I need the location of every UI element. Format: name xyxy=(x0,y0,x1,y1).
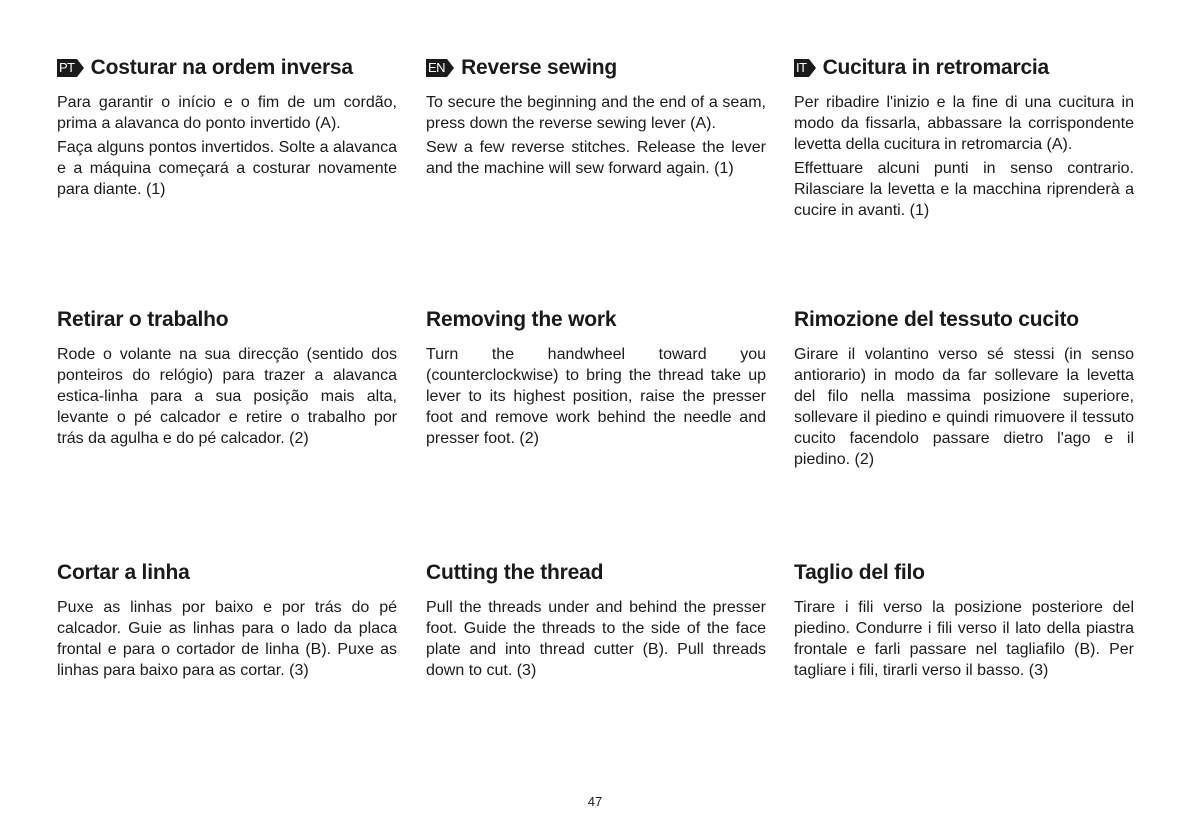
badge-arrow-icon xyxy=(77,59,84,77)
badge-arrow-icon xyxy=(809,59,816,77)
badge-label: PT xyxy=(59,60,75,75)
heading-cutting-thread-it: Taglio del filo xyxy=(794,561,925,584)
heading-removing-work-it: Rimozione del tessuto cucito xyxy=(794,308,1079,331)
language-badge-it xyxy=(794,59,816,77)
paragraph: Per ribadire l'inizio e la fine di una cucitura in modo da fissarla, abbassare la corrispondente levetta della cucitura in retromarcia (A). xyxy=(794,94,1134,153)
heading-removing-work-pt: Retirar o trabalho xyxy=(57,308,229,331)
paragraph: To secure the beginning and the end of a seam, press down the reverse sewing lever (A). xyxy=(426,94,766,132)
paragraph: Turn the handwheel toward you (counterclockwise) to bring the thread take up lever to its highest position, raise the presser foot and remove work behind the needle and presser foot. (2) xyxy=(426,346,766,447)
section-cutting-thread-it xyxy=(794,559,1134,684)
section-removing-work-en xyxy=(426,306,766,452)
heading-reverse-sewing-pt xyxy=(57,54,397,82)
heading-removing-work-en: Removing the work xyxy=(426,308,617,331)
paragraph: Faça alguns pontos invertidos. Solte a alavanca e a máquina começará a costurar novamente para diante. (1) xyxy=(57,139,397,198)
heading-cutting-thread-en: Cutting the thread xyxy=(426,561,604,584)
paragraph: Girare il volantino verso sé stessi (in senso antiorario) in modo da far sollevare la levetta del filo nella massima posizione superiore, sollevare il piedino e quindi rimuovere il tessuto cucito facendolo passare dietro l'ago e il piedino. (2) xyxy=(794,346,1134,468)
paragraph: Para garantir o início e o fim de um cordão, prima a alavanca do ponto invertido (A). xyxy=(57,94,397,132)
badge-label: IT xyxy=(796,60,807,75)
paragraph: Sew a few reverse stitches. Release the lever and the machine will sew forward again. (1) xyxy=(426,139,766,177)
paragraph: Rode o volante na sua direcção (sentido dos ponteiros do relógio) para trazer a alavanca estica-linha para a sua posição mais alta, levante o pé calcador e retire o trabalho por trás da agulha e do pé calcador. (2) xyxy=(57,346,397,447)
section-removing-work-pt xyxy=(57,306,397,452)
section-removing-work-it xyxy=(794,306,1134,473)
section-reverse-sewing-pt xyxy=(57,54,397,203)
heading-reverse-sewing-en xyxy=(426,54,766,82)
section-reverse-sewing-en xyxy=(426,54,766,182)
section-reverse-sewing-it xyxy=(794,54,1134,224)
heading-text: Costurar na ordem inversa xyxy=(90,56,353,79)
section-cutting-thread-en xyxy=(426,559,766,684)
heading-reverse-sewing-it xyxy=(794,54,1134,82)
badge-arrow-icon xyxy=(447,59,454,77)
badge-label: EN xyxy=(428,60,446,75)
language-badge-pt xyxy=(57,59,84,77)
language-badge-en xyxy=(426,59,454,77)
heading-cutting-thread-pt: Cortar a linha xyxy=(57,561,190,584)
paragraph: Puxe as linhas por baixo e por trás do pé calcador. Guie as linhas para o lado da placa frontal e para o cortador de linha (B). Puxe as linhas para baixo para as cortar. (3) xyxy=(57,599,397,679)
paragraph: Effettuare alcuni punti in senso contrario. Rilasciare la levetta e la macchina riprenderà a cucire in avanti. (1) xyxy=(794,160,1134,219)
heading-text: Reverse sewing xyxy=(461,56,618,79)
section-cutting-thread-pt xyxy=(57,559,397,684)
paragraph: Pull the threads under and behind the presser foot. Guide the threads to the side of the face plate and into thread cutter (B). Pull threads down to cut. (3) xyxy=(426,599,766,679)
page-number: 47 xyxy=(587,794,603,809)
heading-text: Cucitura in retromarcia xyxy=(822,56,1050,79)
paragraph: Tirare i fili verso la posizione posteriore del piedino. Condurre i fili verso il lato della piastra frontale e farli passare nel tagliafilo (B). Per tagliare i fili, tirarli verso il basso. (3) xyxy=(794,599,1134,679)
